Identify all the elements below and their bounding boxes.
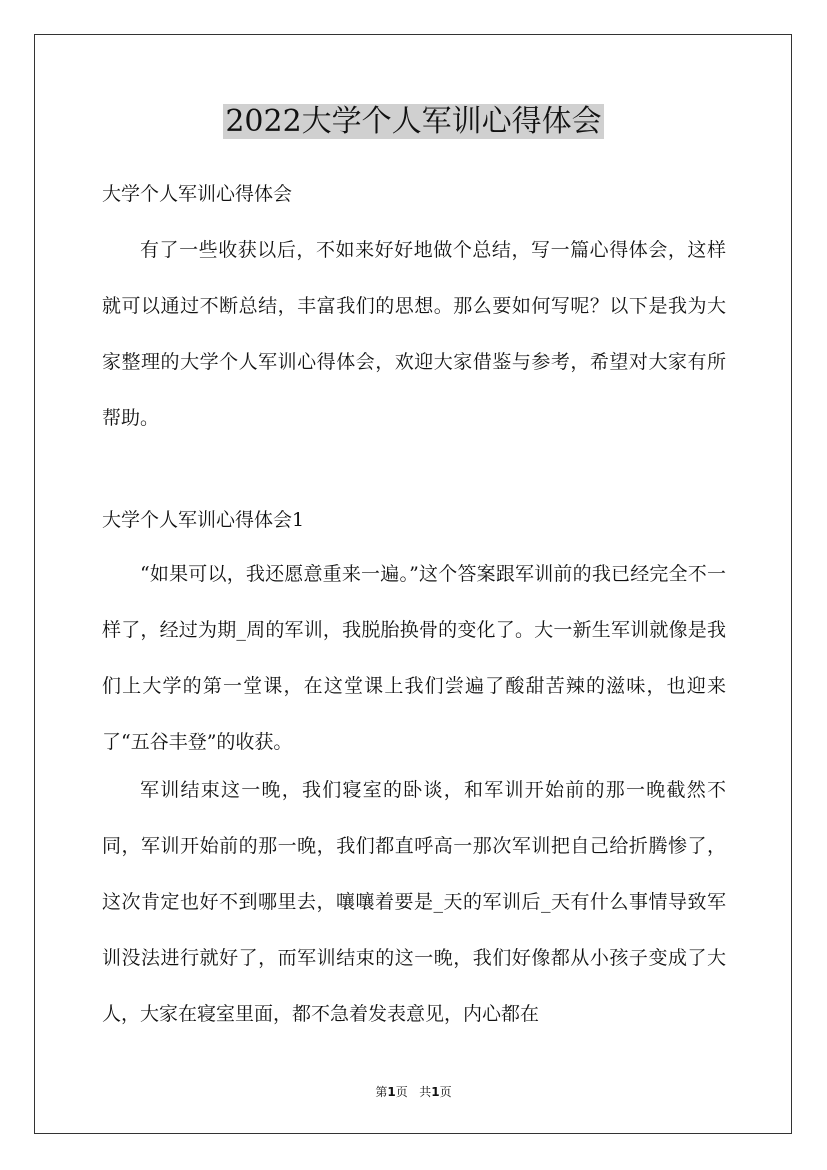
document-title [0, 100, 827, 144]
document-subtitle: 大学个人军训心得体会 [102, 183, 293, 205]
intro-paragraph: 有了一些收获以后，不如来好好地做个总结，写一篇心得体会，这样就可以通过不断总结，丰富我们的思想。那么要如何写呢？以下是我为大家整理的大学个人军训心得体会，欢迎大家借鉴与参考，希望对大家有所帮助。 [102, 239, 726, 429]
body-paragraph-1: “如果可以，我还愿意重来一遍。”这个答案跟军训前的我已经完全不一样了，经过为期_周的军训，我脱胎换骨的变化了。大一新生军训就像是我们上大学的第一堂课，在这堂课上我们尝遍了酸甜苦辣的滋味，也迎来了“五谷丰登”的收获。 [102, 563, 726, 753]
body-paragraph-2: 军训结束这一晚，我们寝室的卧谈，和军训开始前的那一晚截然不同，军训开始前的那一晚，我们都直呼高一那次军训把自己给折腾惨了，这次肯定也好不到哪里去，嚷嚷着要是_天的军训后_天有什么事情导致军训没法进行就好了，而军训结束的这一晚，我们好像都从小孩子变成了大人，大家在寝室里面，都不急着发表意见，内心都在 [102, 779, 726, 1025]
page-footer [0, 1084, 827, 1100]
page-label: 页 [395, 1085, 408, 1099]
total-pages: 1 [431, 1085, 440, 1099]
page-prefix: 第 [375, 1085, 388, 1099]
page-current: 1 [387, 1085, 396, 1099]
section-heading: 大学个人军训心得体会1 [102, 509, 305, 531]
total-prefix: 共 [419, 1085, 432, 1099]
total-label: 页 [439, 1085, 452, 1099]
document-title-text: 2022大学个人军训心得体会 [225, 104, 602, 139]
